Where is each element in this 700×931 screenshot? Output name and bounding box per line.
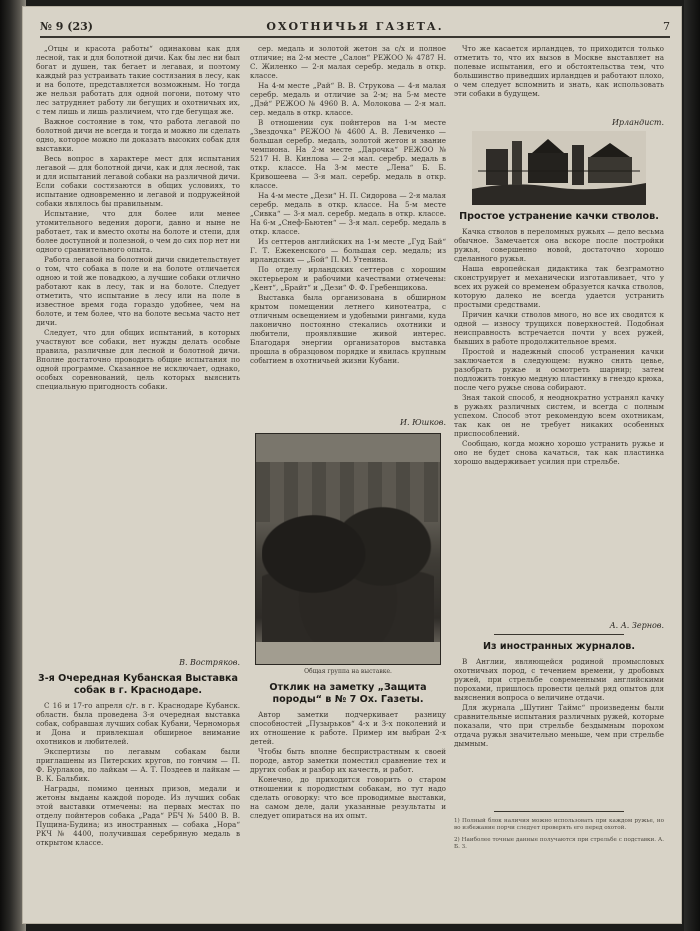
paragraph: Из сеттеров английских на 1-м месте „Гуд Бай“ Г. Т. Ежекенского — большая сер. медаль; из ирландских — „Бой“ П. М. Утенина.	[250, 237, 446, 264]
paragraph: Чтобы быть вполне беспристрастным к своей породе, автор заметки поместил сравнение тех и других собак и разбор их качеств, и работ.	[250, 747, 446, 774]
paragraph: В Англии, являющейся родиной промысловых охотничьих пород, с течением времени, у дробовых ружей, при стрельбе современными английскими порохами, пришлось провести целый ряд опытов для выяснения вопроса о величине отдачи.	[454, 657, 664, 702]
paragraph: Работа легавой на болотной дичи свидетельствует о том, что собака в поле и на болоте отличается одною и той же повадкою, а лучшие собаки отлично работают как в лесу, так и на болоте. Следует отметить, что испытание в лесу или на поле в известное время года гораздо удобнее, чем на болоте, и тем более, что на болоте весьма часто нет дичи.	[36, 255, 240, 327]
dog-show-photo	[255, 433, 441, 665]
article-text	[36, 701, 240, 871]
paragraph: По отделу ирландских сеттеров с хорошим экстерьером и рабочими качествами отмечены: „Кент“, „Брайт“ и „Дези“ Ф. Ф. Гребенщикова.	[250, 265, 446, 292]
paragraph: Зная такой способ, я неоднократно устранял качку в ружьях различных систем, и всегда с полным успехом. Способ этот рекомендую всем охотникам, так как он не требует никаких особенных приспособлений.	[454, 393, 664, 438]
article-text	[250, 710, 446, 850]
author-signature: Ирландист.	[611, 118, 664, 127]
paragraph: На 4-м месте „Рай“ В. В. Струкова — 4-я малая серебр. медаль и отличие за 2-м; на 5-м месте „Дэй“ РЕЖОО № 4960 В. А. Молокова — 2-я мал. сер. медаль в откр. классе.	[250, 81, 446, 117]
paragraph: Следует, что для общих испытаний, в которых участвуют все собаки, нет нужды делать особые правила, различные для лесной и болотной дичи. Вполне достаточно проводить общие испытания по одной программе. Сказанное не исключает, однако, особых соревнований, цель которых выяснить специальную пригодность собаки.	[36, 328, 240, 391]
author-signature: И. Юшков.	[400, 418, 446, 427]
paragraph: Выставка была организована в обширном крытом помещении летнего кинотеатра, с отличным освещением и удобными рингами, куда лаконично постоянно стекались охотники и любители, проявлявшие живой интерес. Благодаря энергии организаторов выставка прошла в образцовом порядке и явилась крупным событием в охотничьей жизни Кубани.	[250, 293, 446, 365]
photo-crowd	[262, 494, 434, 644]
newspaper-page	[22, 6, 682, 924]
column-1	[36, 44, 240, 871]
paragraph: На 4-м месте „Дези“ Н. П. Сидорова — 2-я малая серебр. медаль в откр. классе. На 5-м месте „Сивка“ — 3-я мал. серебр. медаль в откр. классе. На 6-м „Снеф-Бьютен“ — 3-я мал. серебр. медаль в откр. классе.	[250, 191, 446, 236]
page-number: 7	[663, 20, 670, 33]
page-edge	[684, 0, 700, 931]
page-header	[40, 20, 670, 38]
paragraph: Сообщаю, когда можно хорошо устранить ружье и оно не будет снова качаться, так как пластинка хорошо выдерживает усилия при стрельбе.	[454, 439, 664, 466]
issue-number: № 9 (23)	[40, 20, 93, 33]
article-heading: 3-я Очередная Кубанская Выставка собак в г. Краснодаре.	[38, 673, 238, 696]
photo-ground	[256, 642, 440, 664]
article-text	[454, 657, 664, 807]
footnote: 2) Наиболее точные данные получаются при стрельбе с подставки. А. Б. З.	[454, 837, 664, 851]
article-heading: Отклик на заметку „Защита породы“ в № 7 Ох. Газеты.	[269, 682, 427, 705]
footnote: 1) Полный блок наличия можно использовать при каждом ружье, но во избежание порчи следует проверять его перед охотой.	[454, 817, 664, 831]
newspaper-title: ОХОТНИЧЬЯ ГАЗЕТА.	[266, 20, 444, 33]
column-3	[454, 44, 664, 857]
section-divider	[494, 634, 624, 635]
paragraph: С 16 и 17-го апреля с/г. в г. Краснодаре Кубанск. областн. была проведена 3-я очередная выставка собак, собравшая лучших собак Кубани, Черноморья и Дона и привлекшая обширное внимание охотников и любителей.	[36, 701, 240, 746]
article-text	[36, 44, 240, 656]
paragraph: Причин качки стволов много, но все их сводятся к одной — износу трущихся поверхностей. Подобная неисправность встречается почти у всех ружей, бывших в работе продолжительное время.	[454, 310, 664, 346]
paragraph: „Отцы и красота работы“ одинаковы как для лесной, так и для болотной дичи. Как бы лес ни был богат и душен, так бегает и легавая, и поэтому каждый раз устраивать такие состязания в лесу, как и на болоте, представляется возможным. Но тогда же нельзя работать для одной погони, потому что лес затрудняет работу ли бегущих и охотничьих их, с тем лишь и лишь различием, что где бегущая же.	[36, 44, 240, 116]
hunting-scene-illustration	[472, 131, 646, 205]
article-text	[454, 227, 664, 619]
paragraph: В отношении сук пойнтеров на 1-м месте „Звездочка“ РЕЖОО № 4600 А. В. Левиченко — большая серебр. медаль, золотой жетон и звание чемпиона. На 2-м месте „Дарочка“ РЕЖОО № 5217 Н. В. Кинлова — 2-я мал. серебр. медаль в откр. классе. На 3-м месте „Лена“ Б. Б. Кривошеева — 3-я мал. серебр. медаль в откр. классе.	[250, 118, 446, 190]
footnote-divider	[494, 811, 624, 812]
paragraph: Конечно, до приходится говорить о старом отношении к породистым собакам, но тут надо сделать оговорку: что все проводимые выставки, на самом деле, дали указанные результаты и следует опираться на их опыт.	[250, 775, 446, 820]
column-2	[250, 44, 446, 850]
paragraph: сер. медаль и золотой жетон за с/х и полное отличие; на 2-м месте „Салон“ РЕЖОО № 4787 Н. С. Жиленко — 2-я малая серебр. медаль в откр. классе.	[250, 44, 446, 80]
paragraph: Важное состояние в том, что работа легавой по болотной дичи не всегда и тогда и можно ли сделать одно, которое можно ли доказать высоких собак для выставки.	[36, 117, 240, 153]
paragraph: Что же касается ирландцев, то приходится только отметить то, что их вызов в Москве выставляет на полевые испытания, его и обстоятельства тем, что большинство приведших ирландцев и работают плохо, о чем следует вспомнить и знать, как использовать эти собаки в будущем.	[454, 44, 664, 98]
paragraph: Весь вопрос в характере мест для испытания легавой — для болотной дичи, как и для лесной, так и для испытаний легавой собаки на различной дичи. Если собаки состязаются в общих условиях, то испытание одновременно и легавой и подружейной собаки являлось бы правильным.	[36, 154, 240, 208]
paragraph: Награды, помимо ценных призов, медали и жетоны выданы каждой породе. Из лучших собак этой выставки отмечены: на первых местах по отделу пойнтеров собака „Рада“ РБЧ № 5400 В. В. Пущина-Будина; из иностранных — собака „Нора“ РКЧ № 4400, получившая серебряную медаль в открытом классе.	[36, 784, 240, 847]
paragraph: Качка стволов в переломных ружьях — дело весьма обычное. Замечается она вскоре после постройки ружья, совершенно новой, достаточно хорошо сделанного ружья.	[454, 227, 664, 263]
article-text	[250, 44, 446, 416]
paragraph: Экспертизы по легавым собакам были приглашены из Питерских кругов, по гончим — П. Ф. Бурлаков, по лайкам — А. Т. Поздеев и лайкам — В. К. Бальбик.	[36, 747, 240, 783]
paragraph: Автор заметки подчеркивает разницу способностей „Пузырьков“ 4-х и 3-х поколений и их отношение к работе. Пример им выбран 2-х детей.	[250, 710, 446, 746]
photo-caption: Общая группа на выставке.	[304, 668, 392, 675]
author-signature: В. Востряков.	[179, 658, 240, 667]
author-signature: А. А. Зернов.	[609, 621, 664, 630]
paragraph: Для журнала „Шутинг Таймс“ произведены были сравнительные испытания различных ружей, которые показали, что при стрельбе бездымным порохом отдача ружья значительно меньше, чем при стрельбе дымным.	[454, 703, 664, 748]
hunting-scene-drawing	[472, 131, 646, 205]
paragraph: Наша европейская дидактика так безграмотно сконструирует и механически изготавливает, что у всех их ружей со временем образуется качка стволов, которую далеко не всегда удается устранить простыми средствами.	[454, 264, 664, 309]
paragraph: Простой и надежный способ устранения качки заключается в следующем: нужно снять цевье, разобрать ружье и осмотреть шарнир; затем подложить тонкую медную пластинку в гнездо крюка, после чего ружье снова собирают.	[454, 347, 664, 392]
paragraph: Испытание, что для более или менее утомительного ведения дороги, давно и ныне не работает, так и вместо охоты на болоте и степи, для более доступной и полезной, о чем до сих пор нет ни одного сравнительного опыта.	[36, 209, 240, 254]
article-text	[454, 44, 664, 116]
article-heading: Простое устранение качки стволов.	[459, 211, 659, 222]
article-heading: Из иностранных журналов.	[482, 641, 636, 652]
